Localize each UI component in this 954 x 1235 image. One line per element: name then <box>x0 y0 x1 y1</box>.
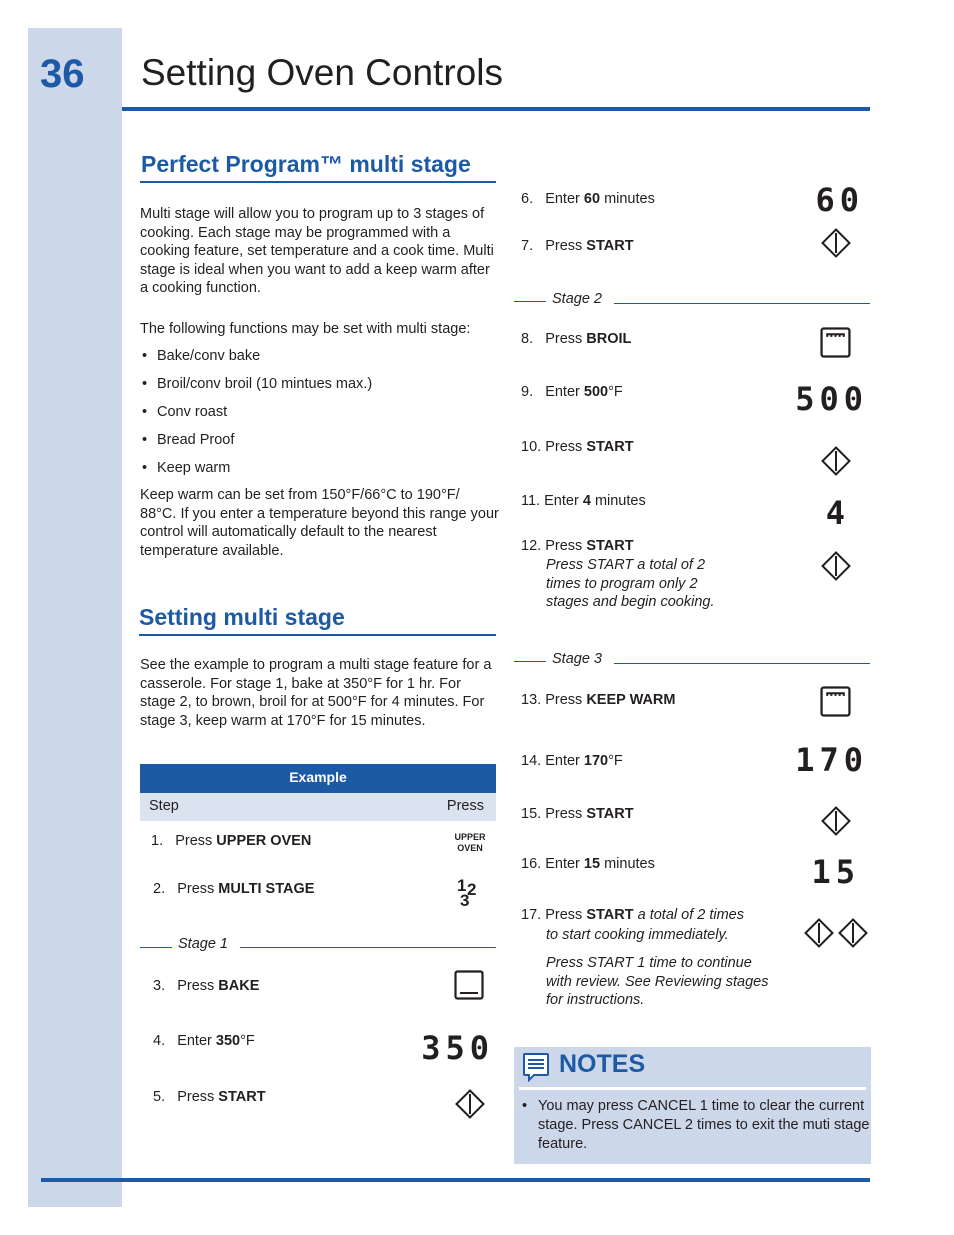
stage-divider <box>240 947 496 948</box>
section-heading-setting-multi-stage: Setting multi stage <box>139 604 345 630</box>
list-item: • Broil/conv broil (10 mintues max.) <box>140 376 500 404</box>
step-2: 2. Press MULTI STAGE <box>153 881 315 897</box>
step-11: 11. Enter 4 minutes <box>521 493 646 509</box>
bake-icon <box>454 970 484 1000</box>
list-item: • Keep warm <box>140 460 500 488</box>
list-item: • Conv roast <box>140 404 500 432</box>
step-17-note: Press START 1 time to continue with review. See Reviewing stages for instructions. <box>546 955 769 1009</box>
display-15: 15 <box>811 853 860 891</box>
functions-list <box>140 348 500 488</box>
step-4: 4. Enter 350°F <box>153 1033 255 1049</box>
stage-divider <box>140 947 172 948</box>
footer-rule <box>41 1178 870 1182</box>
start-icon <box>821 806 851 836</box>
section-heading-multi-stage: Perfect Program™ multi stage <box>141 151 471 177</box>
notes-title: NOTES <box>559 1050 646 1078</box>
example-intro: See the example to program a multi stage feature for a casserole. For stage 1, bake at 350°F for 1 hr. For stage 2, to brown, broil for at 500°F for 4 minutes. For stage 3, keep warm at 170°F for 15 minutes. <box>140 657 492 729</box>
step-14: 14. Enter 170°F <box>521 753 623 769</box>
notes-icon <box>522 1052 550 1087</box>
stage-divider <box>614 663 870 664</box>
stage-divider <box>514 301 546 302</box>
display-500: 500 <box>795 380 868 418</box>
column-press: Press <box>446 798 484 814</box>
start-icon <box>821 551 851 581</box>
step-16: 16. Enter 15 minutes <box>521 856 655 872</box>
stage-divider <box>614 303 870 304</box>
list-item: • Bake/conv bake <box>140 348 500 376</box>
stage-2-label: Stage 2 <box>552 291 602 307</box>
display-60: 60 <box>815 181 864 219</box>
keep-warm-icon <box>820 686 851 717</box>
step-3: 3. Press BAKE <box>153 978 260 994</box>
step-12-note: Press START a total of 2 times to program only 2 stages and begin cooking. <box>546 557 715 611</box>
step-10: 10. Press START <box>521 439 634 455</box>
step-7: 7. Press START <box>521 238 634 254</box>
functions-intro: The following functions may be set with multi stage: <box>140 321 471 337</box>
heading-rule <box>140 181 496 183</box>
display-4: 4 <box>825 494 850 532</box>
step-12: 12. Press START <box>521 538 634 554</box>
intro-paragraph: Multi stage will allow you to program up to 3 stages of cooking. Each stage may be programmed with a cooking feature, set temperature and a cook time. Multi stage is ideal when you want to add a keep warm after a cooking function. <box>140 206 494 297</box>
step-17-tail: to start cooking immediately. <box>546 927 729 943</box>
stage-3-label: Stage 3 <box>552 651 602 667</box>
notes-item: • You may press CANCEL 1 time to clear the current stage. Press CANCEL 2 times to exit the muti stage feature. <box>521 1097 878 1154</box>
step-17: 17. Press START a total of 2 times <box>521 907 744 923</box>
stage-1-label: Stage 1 <box>178 936 228 952</box>
display-350: 350 <box>421 1029 494 1067</box>
start-icon <box>821 446 851 476</box>
start-icon <box>838 918 868 948</box>
broil-icon <box>820 327 851 358</box>
page-number: 36 <box>40 52 85 96</box>
example-header: Example <box>140 764 496 793</box>
example-subheader <box>140 793 496 821</box>
notes-rule <box>519 1087 866 1090</box>
heading-rule <box>139 634 496 636</box>
start-icon <box>455 1089 485 1119</box>
start-icon <box>804 918 834 948</box>
display-170: 170 <box>795 741 868 779</box>
step-13: 13. Press KEEP WARM <box>521 692 676 708</box>
header-rule <box>122 107 870 111</box>
stage-divider <box>514 661 546 662</box>
step-1: 1. Press UPPER OVEN <box>151 833 312 849</box>
step-6: 6. Enter 60 minutes <box>521 191 655 207</box>
keep-warm-note: Keep warm can be set from 150°F/66°C to 190°F/ 88°C. If you enter a temperature beyond this range your control will automatically default to the nearest temperature available. <box>140 487 499 559</box>
start-icon <box>821 228 851 258</box>
column-step: Step <box>149 798 179 814</box>
step-5: 5. Press START <box>153 1089 266 1105</box>
step-9: 9. Enter 500°F <box>521 384 623 400</box>
multi-stage-icon: 1 2 3 <box>457 876 477 910</box>
page-sidebar <box>28 28 122 1207</box>
step-15: 15. Press START <box>521 806 634 822</box>
page-title: Setting Oven Controls <box>141 52 503 93</box>
list-item: • Bread Proof <box>140 432 500 460</box>
step-8: 8. Press BROIL <box>521 331 632 347</box>
upper-oven-button-icon: UPPER OVEN <box>454 832 486 853</box>
